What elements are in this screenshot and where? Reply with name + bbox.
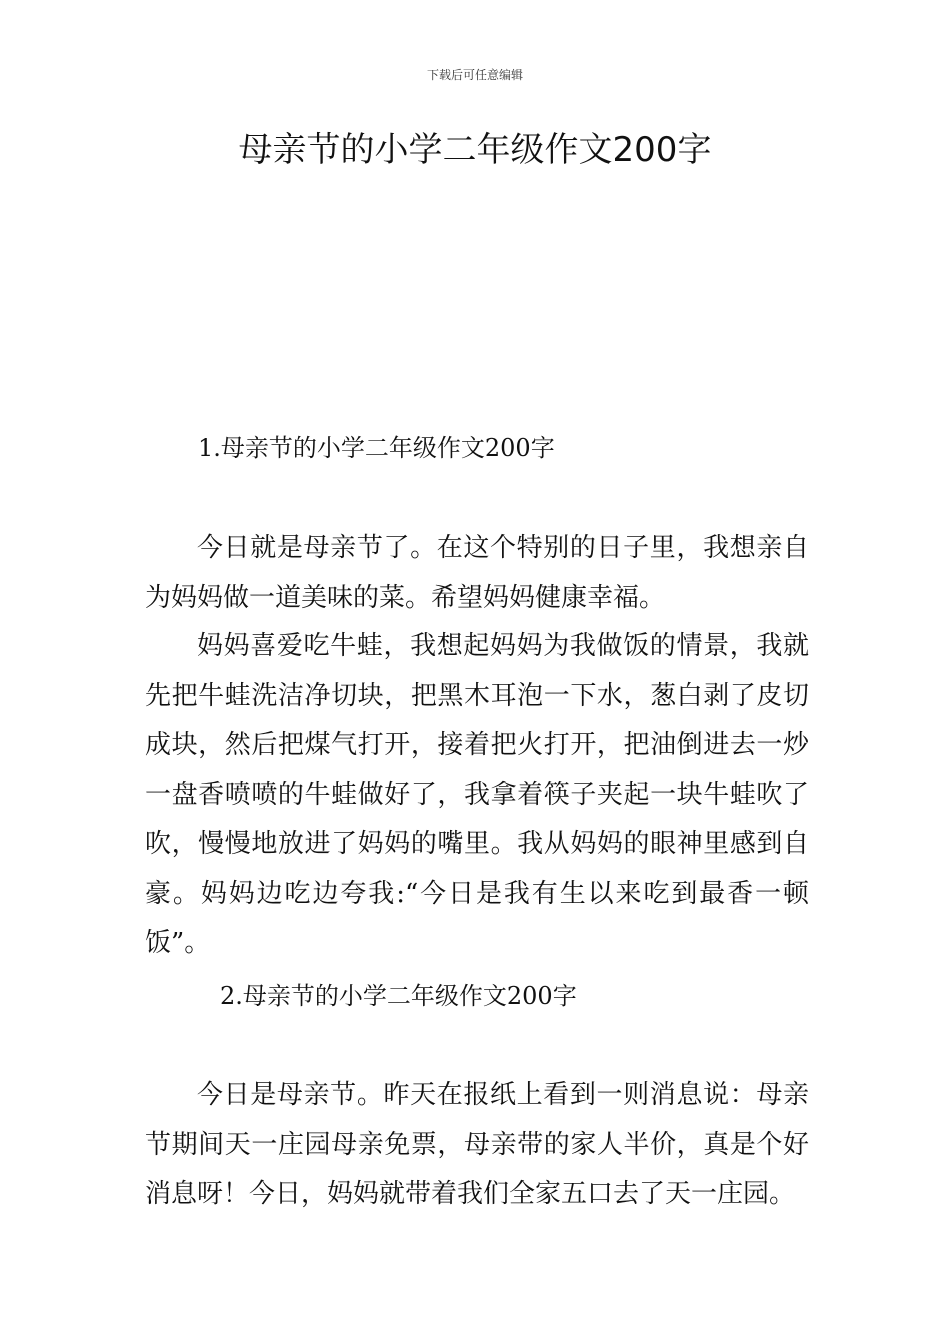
document-title: 母亲节的小学二年级作文200字 <box>238 130 712 170</box>
section-heading-2: 2.母亲节的小学二年级作文200字 <box>220 982 577 1010</box>
section-heading-1: 1.母亲节的小学二年级作文200字 <box>198 434 555 462</box>
header-note: 下载后可任意编辑 <box>426 68 523 82</box>
section-2-paragraph-1: 今日是母亲节。昨天在报纸上看到一则消息说：母亲节期间天一庄园母亲免票，母亲带的家人半价，真是个好消息呀！今日，妈妈就带着我们全家五口去了天一庄园。 <box>145 1080 809 1209</box>
section-1-paragraph-1: 今日就是母亲节了。在这个特别的日子里，我想亲自为妈妈做一道美味的菜。希望妈妈健康幸福。 <box>145 533 809 613</box>
section-1-paragraph-2: 妈妈喜爱吃牛蛙，我想起妈妈为我做饭的情景，我就先把牛蛙洗洁净切块，把黑木耳泡一下水，葱白剥了皮切成块，然后把煤气打开，接着把火打开，把油倒进去一炒一盘香喷喷的牛蛙做好了，我拿着筷子夹起一块牛蛙吹了吹，慢慢地放进了妈妈的嘴里。我从妈妈的眼神里感到自豪。妈妈边吃边夸我:“今日是我有生以来吃到最香一顿饭”。 <box>145 631 809 958</box>
